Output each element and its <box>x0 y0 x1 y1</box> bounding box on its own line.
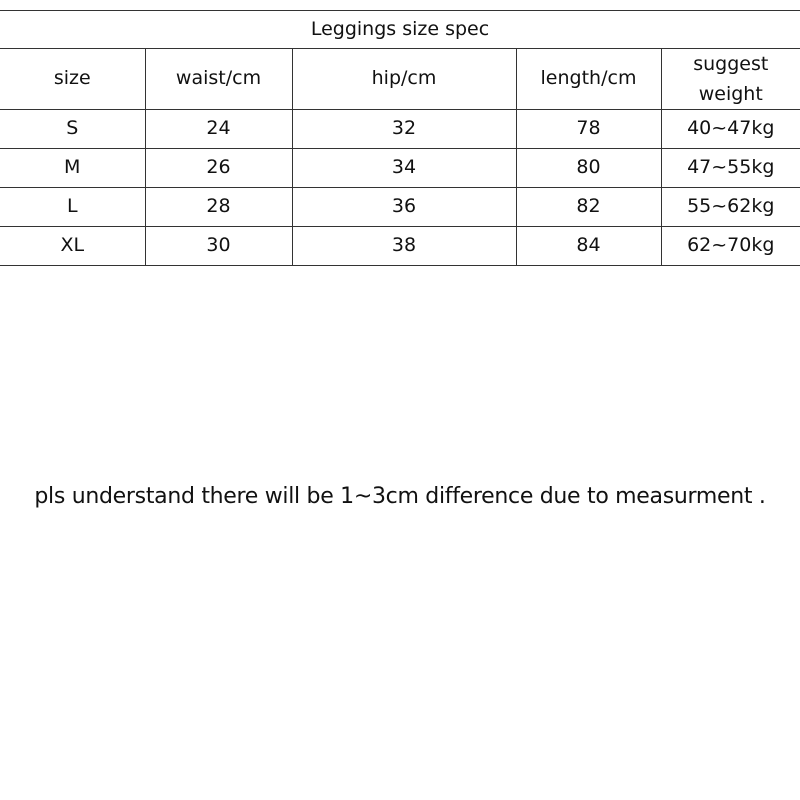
cell-length: 84 <box>516 227 661 266</box>
cell-hip: 34 <box>292 149 516 188</box>
header-hip: hip/cm <box>292 49 516 110</box>
cell-length: 78 <box>516 110 661 149</box>
header-suggest-weight-line-2: weight <box>698 83 763 105</box>
size-spec-table <box>0 10 800 266</box>
header-suggest-weight <box>661 49 800 110</box>
cell-waist: 26 <box>145 149 292 188</box>
header-waist: waist/cm <box>145 49 292 110</box>
cell-waist: 28 <box>145 188 292 227</box>
cell-weight: 47~55kg <box>661 149 800 188</box>
cell-hip: 36 <box>292 188 516 227</box>
table-row <box>0 188 800 227</box>
table-title-row <box>0 11 800 49</box>
cell-size: L <box>0 188 145 227</box>
cell-size: XL <box>0 227 145 266</box>
header-suggest-weight-line-1: suggest <box>693 53 769 75</box>
cell-size: S <box>0 110 145 149</box>
cell-hip: 38 <box>292 227 516 266</box>
cell-waist: 24 <box>145 110 292 149</box>
measurement-note: pls understand there will be 1~3cm difference due to measurment . <box>34 484 766 509</box>
table-row <box>0 110 800 149</box>
table-title: Leggings size spec <box>0 11 800 49</box>
cell-size: M <box>0 149 145 188</box>
cell-weight: 40~47kg <box>661 110 800 149</box>
cell-length: 80 <box>516 149 661 188</box>
cell-weight: 62~70kg <box>661 227 800 266</box>
cell-length: 82 <box>516 188 661 227</box>
table-header-row <box>0 49 800 110</box>
cell-hip: 32 <box>292 110 516 149</box>
header-length: length/cm <box>516 49 661 110</box>
header-size: size <box>0 49 145 110</box>
table-row <box>0 227 800 266</box>
cell-waist: 30 <box>145 227 292 266</box>
cell-weight: 55~62kg <box>661 188 800 227</box>
table-row <box>0 149 800 188</box>
